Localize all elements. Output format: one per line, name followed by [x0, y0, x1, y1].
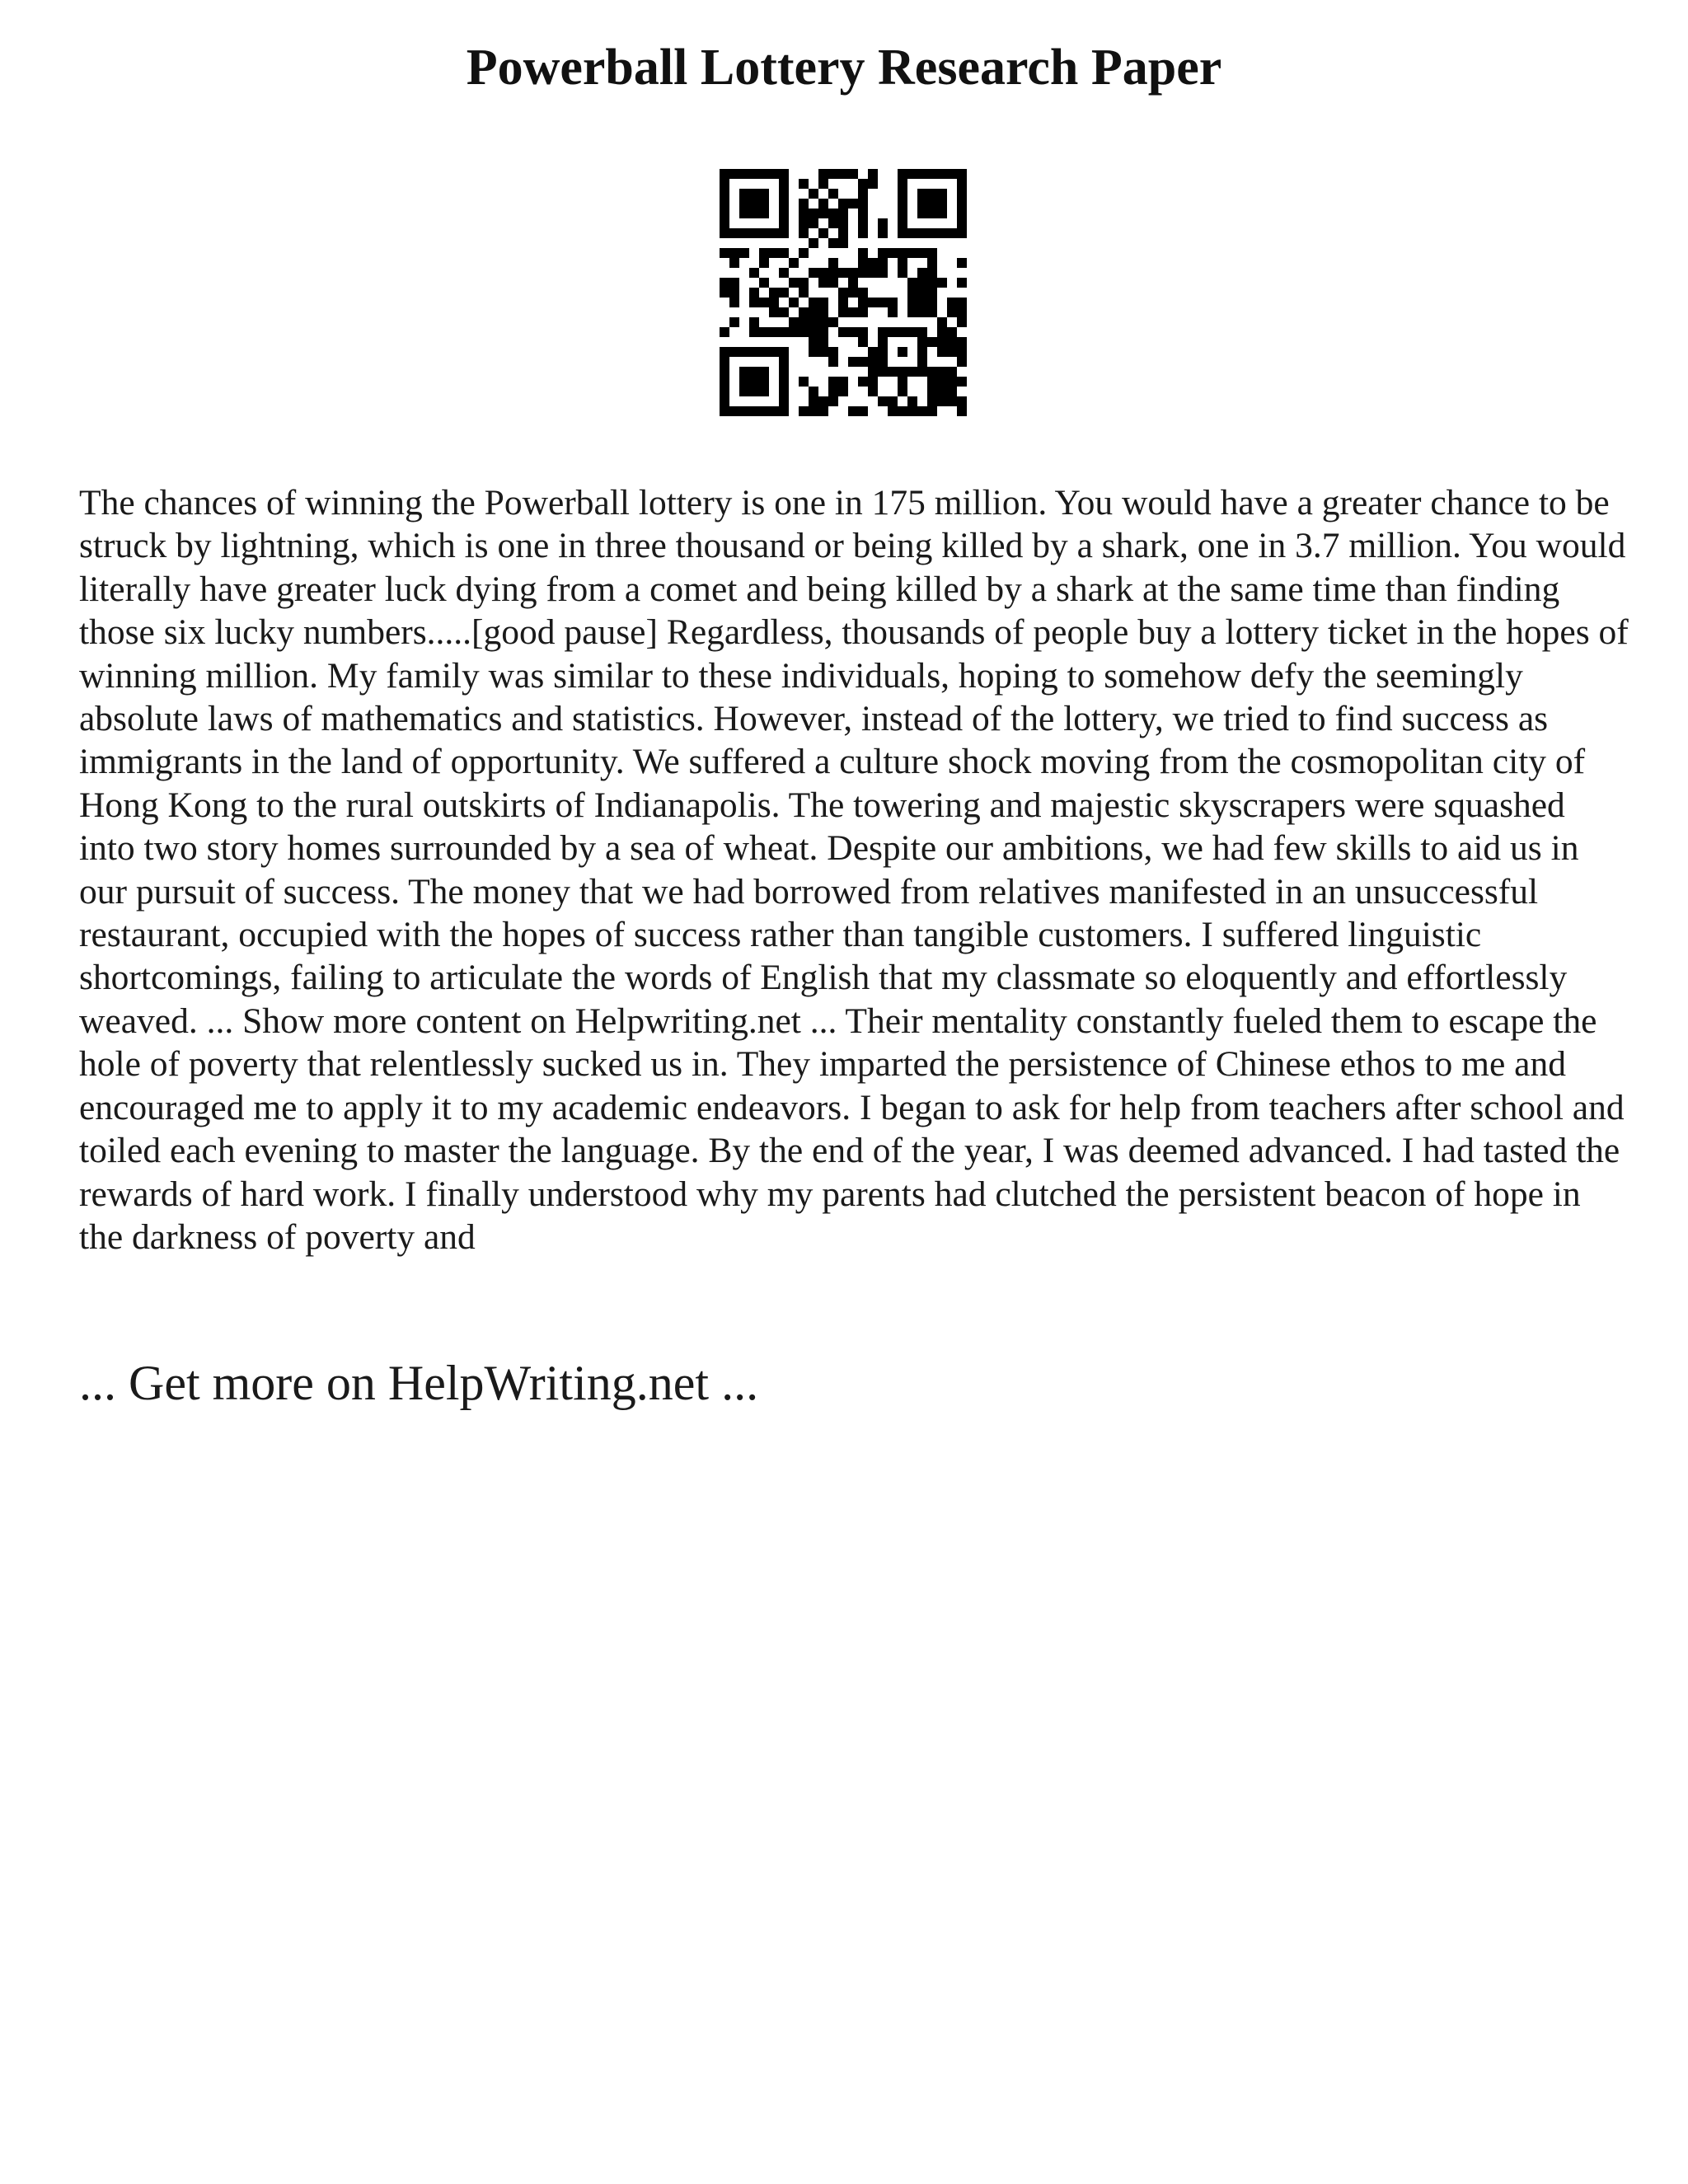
body-paragraph: The chances of winning the Powerball lottery is one in 175 million. You would have a greater chance to be struck by lightning, which is one in three thousand or being killed by a shark, one in 3.7 million. You would literally have greater luck dying from a comet and being killed by a shark at the same time than finding those six lucky numbers.....[good pause] Regardless, thousands of people buy a lottery ticket in the hopes of winning million. My family was similar to these individuals, hoping to somehow defy the seemingly absolute laws of mathematics and statistics. However, instead of the lottery, we tried to find success as immigrants in the land of opportunity. We suffered a culture shock moving from the cosmopolitan city of Hong Kong to the rural outskirts of Indianapolis. The towering and majestic skyscrapers were squashed into two story homes surrounded by a sea of wheat. Despite our ambitions, we had few skills to aid us in our pursuit of success. The money that we had borrowed from relatives manifested in an unsuccessful restaurant, occupied with the hopes of success rather than tangible customers. I suffered linguistic shortcomings, failing to articulate the words of English that my classmate so eloquently and effortlessly weaved. ... Show more content on Helpwriting.net ... Their mentality constantly fueled them to escape the hole of poverty that relentlessly sucked us in. They imparted the persistence of Chinese ethos to me and encouraged me to apply it to my academic endeavors. I began to ask for help from teachers after school and toiled each evening to master the language. By the end of the year, I was deemed advanced. I had tasted the rewards of hard work. I finally understood why my parents had clutched the persistent beacon of hope in the darkness of poverty and [79, 483, 1629, 1257]
get-more-link[interactable]: ... Get more on HelpWriting.net ... [79, 1356, 759, 1410]
qr-code-icon[interactable] [720, 169, 967, 416]
page-title: Powerball Lottery Research Paper [466, 40, 1222, 96]
